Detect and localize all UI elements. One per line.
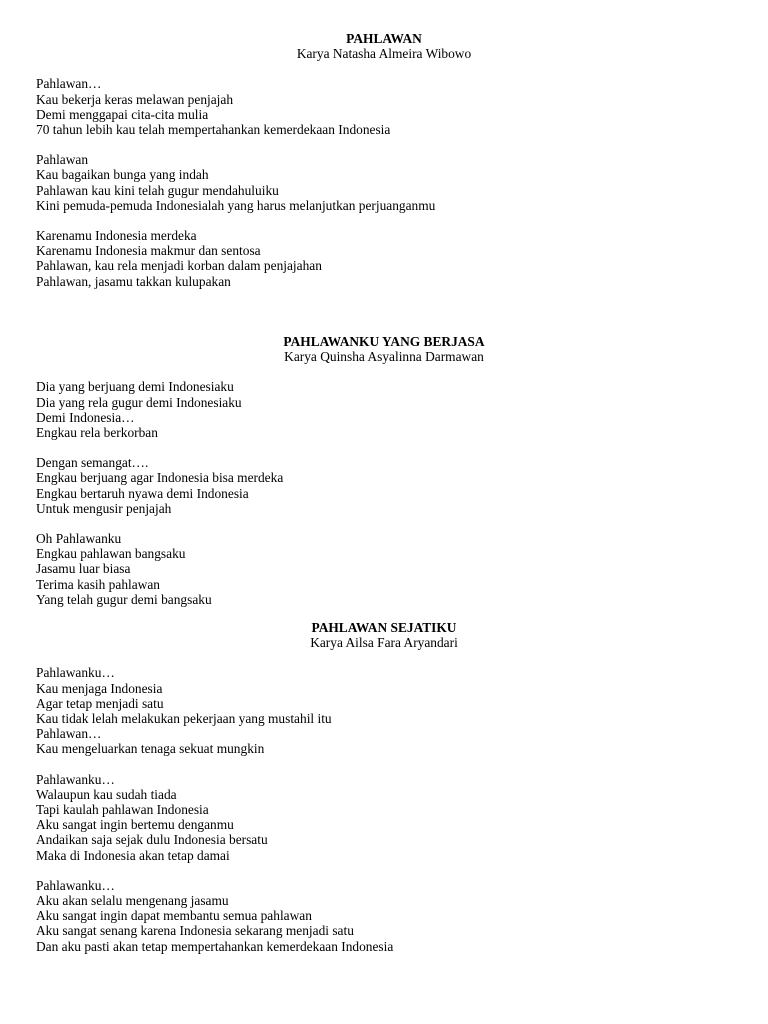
poem-title: PAHLAWAN [346, 31, 422, 46]
stanza [36, 455, 736, 516]
poem-line: Pahlawanku… [36, 877, 115, 893]
poem-line: Aku sangat ingin bertemu denganmu [36, 817, 234, 833]
poem-line: Kau menjaga Indonesia [36, 680, 163, 696]
poem-line: Karenamu Indonesia makmur dan sentosa [36, 243, 261, 259]
poem-line: Untuk mengusir penjajah [36, 500, 172, 516]
stanza [36, 379, 736, 440]
poem-line: Yang telah gugur demi bangsaku [36, 591, 212, 607]
poem-line: Dia yang rela gugur demi Indonesiaku [36, 394, 242, 410]
poem-line: Aku akan selalu mengenang jasamu [36, 893, 229, 909]
poem-line: Pahlawan, jasamu takkan kulupakan [36, 273, 231, 289]
poem-line: Pahlawan kau kini telah gugur mendahuluiku [36, 182, 279, 198]
poem-line: Kau bagaikan bunga yang indah [36, 167, 209, 183]
stanza [36, 772, 736, 863]
poem-line: Pahlawan… [36, 76, 102, 92]
poem-line: 70 tahun lebih kau telah mempertahankan kemerdekaan Indonesia [36, 122, 391, 138]
poem-line: Walaupun kau sudah tiada [36, 786, 177, 802]
poem-pahlawan [36, 31, 736, 289]
poem-line: Tapi kaulah pahlawan Indonesia [36, 802, 209, 818]
poem-line: Oh Pahlawanku [36, 531, 122, 547]
poem-author: Karya Quinsha Asyalinna Darmawan [284, 349, 484, 365]
poem-line: Engkau pahlawan bangsaku [36, 546, 186, 562]
poem-line: Agar tetap menjadi satu [36, 695, 164, 711]
poem-pahlawan-sejatiku [36, 620, 736, 954]
stanza [36, 152, 736, 213]
stanza [36, 665, 736, 756]
poem-line: Dia yang berjuang demi Indonesiaku [36, 379, 234, 395]
poem-title: PAHLAWANKU YANG BERJASA [283, 334, 485, 349]
poem-title: PAHLAWAN SEJATIKU [311, 620, 457, 635]
poem-line: Aku sangat senang karena Indonesia sekarang menjadi satu [36, 923, 354, 939]
stanza [36, 76, 736, 137]
poem-line: Maka di Indonesia akan tetap damai [36, 847, 230, 863]
poem-author: Karya Ailsa Fara Aryandari [310, 635, 458, 651]
poem-pahlawanku-yang-berjasa [36, 334, 736, 607]
stanza [36, 878, 736, 954]
poem-line: Engkau bertaruh nyawa demi Indonesia [36, 485, 249, 501]
poem-line: Pahlawanku… [36, 771, 115, 787]
poem-line: Kau tidak lelah melakukan pekerjaan yang mustahil itu [36, 711, 332, 727]
poem-line: Kau mengeluarkan tenaga sekuat mungkin [36, 741, 265, 757]
poem-line: Pahlawan… [36, 726, 102, 742]
poem-author: Karya Natasha Almeira Wibowo [296, 46, 472, 62]
poem-line: Dengan semangat…. [36, 455, 149, 471]
stanza [36, 531, 736, 607]
poem-line: Karenamu Indonesia merdeka [36, 228, 197, 244]
poem-line: Engkau rela berkorban [36, 425, 158, 441]
poem-line: Jasamu luar biasa [36, 561, 131, 577]
poem-line: Kini pemuda-pemuda Indonesialah yang harus melanjutkan perjuanganmu [36, 197, 436, 213]
poem-line: Terima kasih pahlawan [36, 576, 160, 592]
stanza [36, 228, 736, 289]
poem-line: Demi Indonesia… [36, 409, 135, 425]
poem-line: Dan aku pasti akan tetap mempertahankan kemerdekaan Indonesia [36, 938, 394, 954]
poem-line: Demi menggapai cita-cita mulia [36, 106, 209, 122]
poem-line: Pahlawanku… [36, 665, 115, 681]
poem-line: Aku sangat ingin dapat membantu semua pahlawan [36, 908, 312, 924]
poem-line: Pahlawan, kau rela menjadi korban dalam penjajahan [36, 258, 322, 274]
poem-line: Kau bekerja keras melawan penjajah [36, 91, 234, 107]
poem-line: Pahlawan [36, 152, 89, 168]
poem-line: Engkau berjuang agar Indonesia bisa merdeka [36, 470, 284, 486]
poem-line: Andaikan saja sejak dulu Indonesia bersatu [36, 832, 268, 848]
